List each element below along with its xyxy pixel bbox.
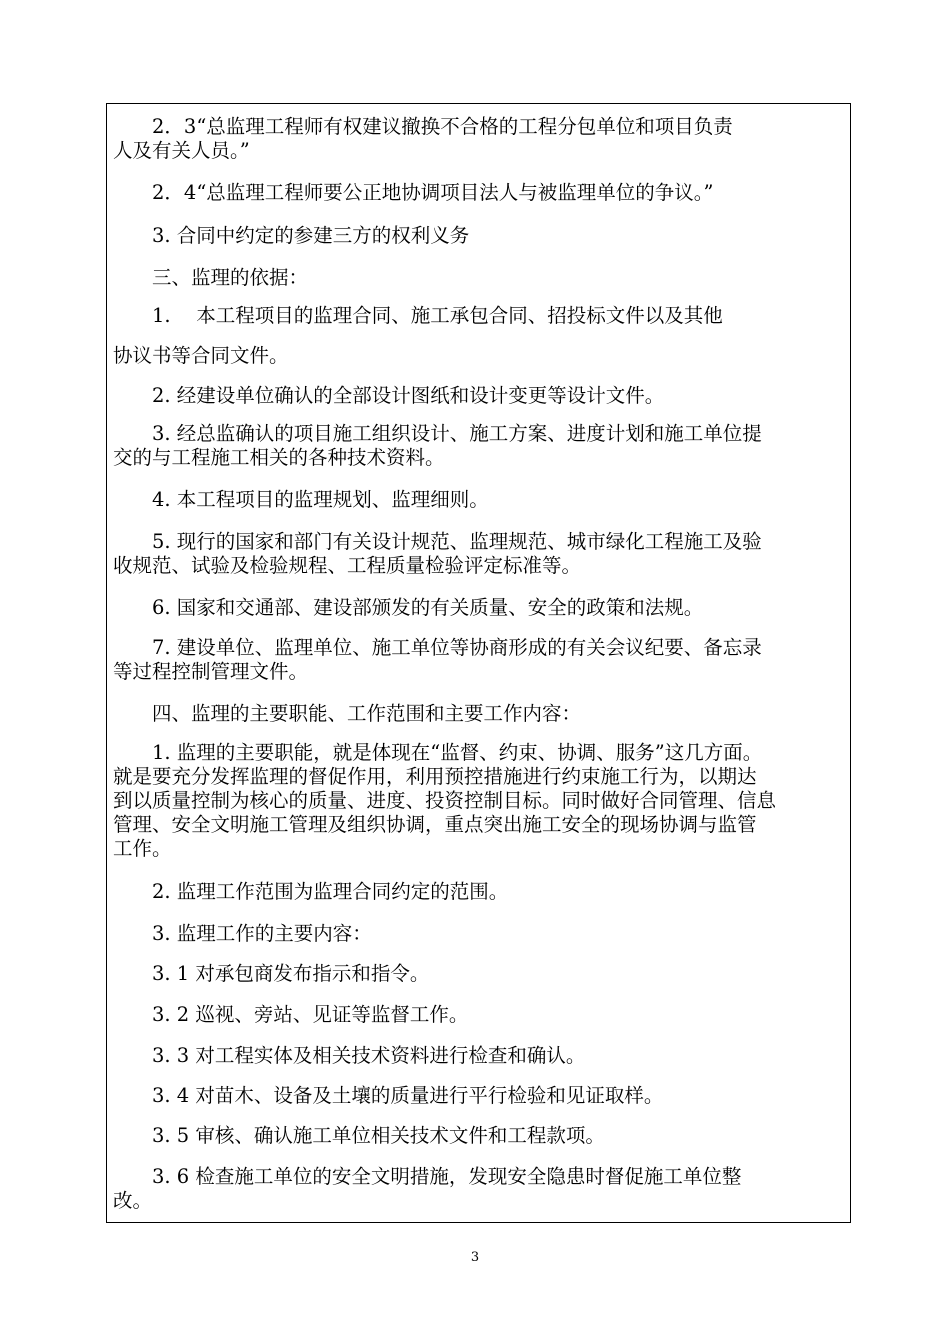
paragraph-line: 3. 合同中约定的参建三方的权利义务 — [113, 224, 470, 247]
paragraph — [113, 115, 847, 163]
paragraph-line: 3. 3 对工程实体及相关技术资料进行检查和确认。 — [113, 1044, 586, 1067]
paragraph — [113, 636, 847, 684]
paragraph — [113, 422, 847, 470]
paragraph-line: 工作。 — [113, 837, 172, 860]
paragraph-line: 3. 2 巡视、旁站、见证等监督工作。 — [113, 1003, 469, 1026]
paragraph-line: 交的与工程施工相关的各种技术资料。 — [113, 446, 445, 469]
paragraph-line: 3. 经总监确认的项目施工组织设计、施工方案、进度计划和施工单位提 — [113, 422, 762, 445]
paragraph — [113, 741, 847, 861]
paragraph-line: 四、监理的主要职能、工作范围和主要工作内容： — [113, 702, 582, 725]
paragraph — [113, 1084, 847, 1108]
paragraph-line: 改。 — [113, 1189, 153, 1212]
page-number: 3 — [470, 1250, 480, 1265]
paragraph-line: 2. 监理工作范围为监理合同约定的范围。 — [113, 880, 509, 903]
paragraph-line: 三、监理的依据： — [113, 266, 309, 289]
paragraph-line: 3. 监理工作的主要内容： — [113, 922, 372, 945]
paragraph — [113, 596, 847, 620]
paragraph-line: 协议书等合同文件。 — [113, 344, 289, 367]
paragraph-line: 7. 建设单位、监理单位、施工单位等协商形成的有关会议纪要、备忘录 — [113, 636, 762, 659]
paragraph-line: 5. 现行的国家和部门有关设计规范、监理规范、城市绿化工程施工及验 — [113, 530, 762, 553]
paragraph — [113, 1124, 847, 1148]
paragraph — [113, 488, 847, 512]
paragraph-line: 6. 国家和交通部、建设部颁发的有关质量、安全的政策和法规。 — [113, 596, 704, 619]
paragraph-line: 人及有关人员。” — [113, 139, 250, 162]
paragraph — [113, 1165, 847, 1213]
paragraph-line: 管理、安全文明施工管理及组织协调，重点突出施工安全的现场协调与监管 — [113, 813, 757, 836]
paragraph-line: 2. 经建设单位确认的全部设计图纸和设计变更等设计文件。 — [113, 384, 665, 407]
paragraph-line: 4. 本工程项目的监理规划、监理细则。 — [113, 488, 489, 511]
paragraph — [113, 266, 847, 290]
paragraph-line: 1. 本工程项目的监理合同、施工承包合同、招投标文件以及其他 — [113, 304, 723, 327]
paragraph — [113, 224, 847, 248]
paragraph-line: 2．3“总监理工程师有权建议撤换不合格的工程分包单位和项目负责 — [113, 115, 733, 138]
paragraph-line: 到以质量控制为核心的质量、进度、投资控制目标。同时做好合同管理、信息 — [113, 789, 777, 812]
paragraph-line: 就是要充分发挥监理的督促作用，利用预控措施进行约束施工行为，以期达 — [113, 765, 757, 788]
paragraph — [113, 1044, 847, 1068]
paragraph — [113, 181, 847, 205]
paragraph — [113, 344, 847, 368]
paragraph — [113, 384, 847, 408]
paragraph — [113, 304, 847, 328]
paragraph-line: 3. 1 对承包商发布指示和指令。 — [113, 962, 430, 985]
paragraph-line: 3. 4 对苗木、设备及土壤的质量进行平行检验和见证取样。 — [113, 1084, 664, 1107]
paragraph — [113, 702, 847, 726]
paragraph — [113, 962, 847, 986]
paragraph — [113, 880, 847, 904]
paragraph-line: 2．4“总监理工程师要公正地协调项目法人与被监理单位的争议。” — [113, 181, 714, 204]
paragraph-line: 等过程控制管理文件。 — [113, 660, 309, 683]
paragraph — [113, 922, 847, 946]
paragraph-line: 3. 6 检查施工单位的安全文明措施，发现安全隐患时督促施工单位整 — [113, 1165, 742, 1188]
paragraph — [113, 530, 847, 578]
paragraph-line: 3. 5 审核、确认施工单位相关技术文件和工程款项。 — [113, 1124, 605, 1147]
paragraph — [113, 1003, 847, 1027]
paragraph-line: 1. 监理的主要职能，就是体现在“监督、约束、协调、服务”这几方面。 — [113, 741, 763, 764]
paragraph-line: 收规范、试验及检验规程、工程质量检验评定标准等。 — [113, 554, 582, 577]
